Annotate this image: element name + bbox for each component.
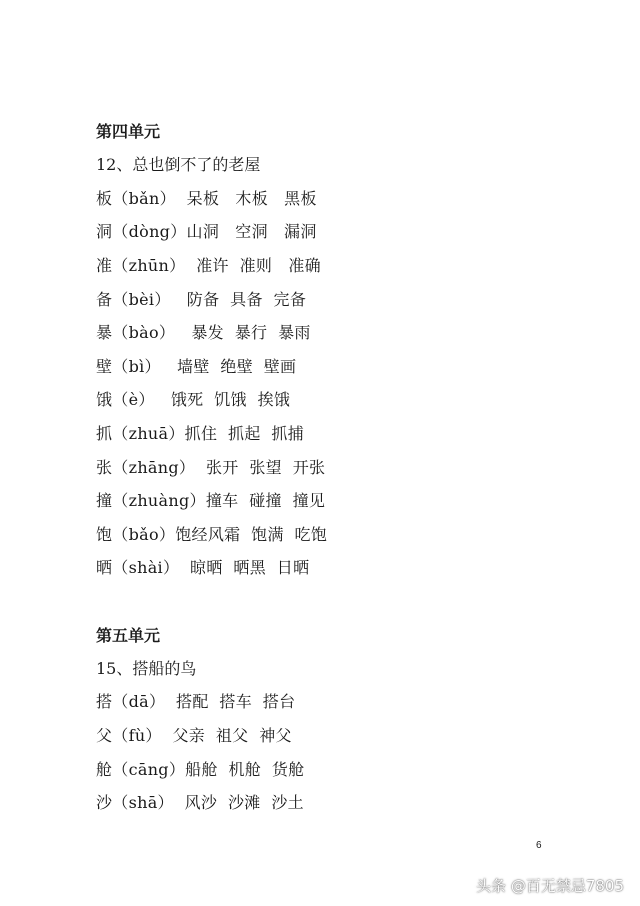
word-row: 暴（bào） 暴发 暴行 暴雨 (96, 323, 311, 342)
word-row: 舱（cāng）船舱 机舱 货舱 (96, 760, 305, 779)
word-row: 壁（bì） 墙壁 绝壁 壁画 (96, 357, 297, 376)
word-row: 父（fù） 父亲 祖父 神父 (96, 726, 292, 745)
word-row: 撞（zhuàng）撞车 碰撞 撞见 (96, 491, 326, 510)
word-row: 沙（shā） 风沙 沙滩 沙土 (96, 793, 304, 812)
word-row: 搭（dā） 搭配 搭车 搭台 (96, 692, 296, 711)
unit5-heading: 第五单元 (96, 626, 161, 645)
unit4-lesson-title: 12、总也倒不了的老屋 (96, 155, 261, 174)
page-number: 6 (536, 840, 542, 851)
word-row: 晒（shài） 晾晒 晒黑 日晒 (96, 558, 310, 577)
word-row: 准（zhūn） 准许 准则 准确 (96, 256, 321, 275)
word-row: 张（zhāng） 张开 张望 开张 (96, 458, 326, 477)
unit4-heading: 第四单元 (96, 122, 161, 141)
word-row: 备（bèi） 防备 具备 完备 (96, 290, 307, 309)
word-row: 洞（dòng）山洞 空洞 漏洞 (96, 222, 317, 241)
word-row: 饿（è） 饿死 饥饿 挨饿 (96, 390, 291, 409)
unit5-lesson-title: 15、搭船的鸟 (96, 659, 197, 678)
word-row: 板（bǎn） 呆板 木板 黑板 (96, 189, 317, 208)
word-row: 饱（bǎo）饱经风霜 饱满 吃饱 (96, 525, 328, 544)
word-row: 抓（zhuā）抓住 抓起 抓捕 (96, 424, 305, 443)
watermark: 头条 @百无禁忌7805 (476, 877, 624, 895)
